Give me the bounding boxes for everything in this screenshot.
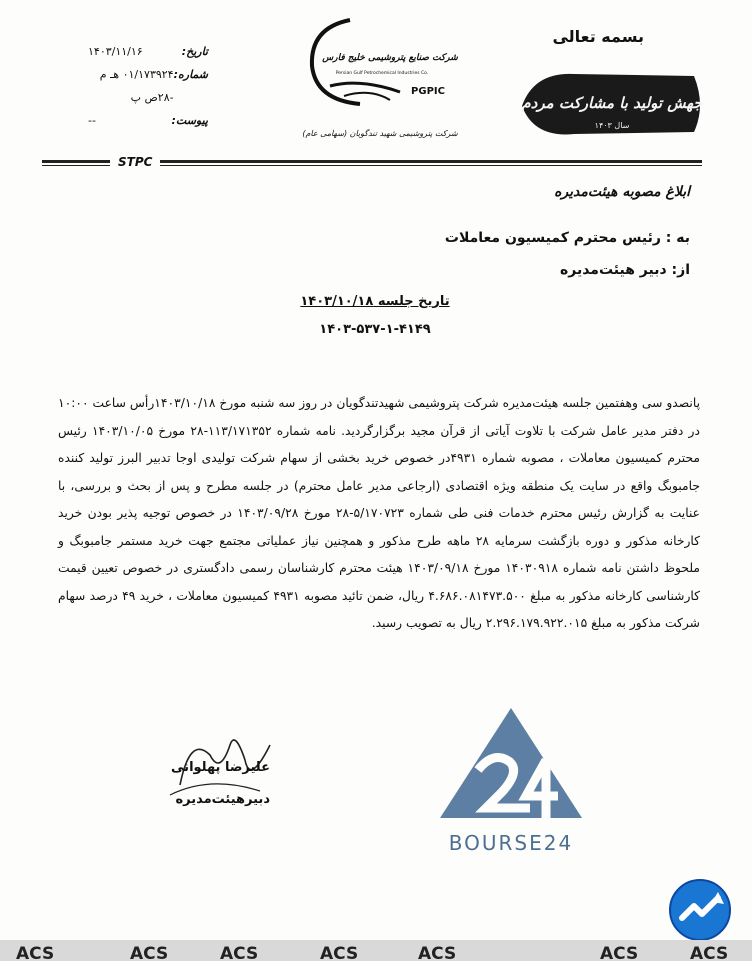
logo-name-fa: شرکت صنایع پتروشیمی خلیج فارس (322, 53, 458, 63)
logo-sub-fa: شرکت پتروشیمی شهید تندگویان (سهامی عام) (302, 129, 458, 138)
stpc-label: STPC (110, 155, 160, 169)
meta-date-label: تاریخ: (181, 45, 208, 58)
letter-subject: ابلاغ مصوبه هیئت‌مدیره (554, 184, 690, 200)
signer-title: دبیرهیئت‌مدیره (175, 792, 270, 807)
meta-date-value: ۱۴۰۳/۱۱/۱۶ (88, 45, 143, 58)
motto-year: سال ۱۴۰۳ (594, 121, 630, 130)
svg-text:ACS: ACS (600, 944, 639, 961)
company-logo (290, 8, 470, 138)
meta-attachment-row (88, 109, 208, 132)
meta-number-label: شماره: (173, 68, 208, 81)
footer-certification-strip (0, 940, 752, 961)
meta-number-row (88, 63, 208, 109)
meeting-date: تاریخ جلسه ۱۴۰۳/۱۰/۱۸ (300, 294, 450, 309)
letter-sender: از: دبیر هیئت‌مدیره (559, 262, 690, 278)
meta-date-row (88, 40, 208, 63)
motto-text: جهش تولید با مشارکت مردم (521, 94, 703, 112)
meta-attachment-value: -- (88, 114, 96, 127)
meta-attachment-label: پیوست: (171, 114, 208, 127)
meta-number-value: ۰۱/۱۷۳۹۲۴ هـ م -۲۸ص پ (99, 68, 174, 104)
watermark-text: BOURSE24 (448, 831, 574, 855)
svg-text:ACS: ACS (690, 944, 729, 961)
svg-text:ACS: ACS (320, 944, 359, 961)
signer-name: علیرضا پهلوانی (171, 760, 270, 775)
signature-scribble (150, 725, 290, 825)
letter-body: پانصدو سی وهفتمین جلسه هیئت‌مدیره شرکت پتروشیمی شهیدتندگویان در روز سه شنبه مورخ ۱۴۰۳/۱۰/۱۸رأس ساعت ۱۰:۰۰ در دفتر مدیر عامل شرکت با تلاوت آیاتی از قرآن مجید برگزارگردید. نامه شماره ۱۱۳/۱۷۱۳۵۲-۲۸ مورخ ۱۴۰۳/۱۰/۰۵ رئیس محترم کمیسیون معاملات ، مصوبه شماره ۴۹۳۱در خصوص خرید بخشی از سهام شرکت تولیدی اوجا تدبیر البرز تولید کننده جامبوبگ واقع در سایت یک منطقه ویژه اقتصادی (ارجاعی مدیر عامل محترم) در جلسه مطرح و پس از بحث و بررسی، با عنایت به گزارش رئیس محترم خدمات فنی طی شماره ۵/۱۷۰۷۲۳-۲۸ مورخ ۱۴۰۳/۰۹/۲۸ در خصوص توجیه پذیر بودن خرید کارخانه مذکور و دوره بازگشت سرمایه ۲۸ ماهه طرح مذکور و همچنین نیاز عملیاتی مجتمع جهت خرید مستمر جامبوبگ و ملحوظ داشتن نامه شماره ۱۴۰۳۰۹۱۸ مورخ ۱۴۰۳/۰۹/۱۸ هیئت محترم کارشناسان رسمی دادگستری در خصوص تعیین قیمت کارشناسی کارخانه مذکور به مبلغ ۴.۶۸۶.۰۸۱۴۷۳.۵۰۰ ریال، ضمن تائید مصوبه ۴۹۳۱ کمیسیون معاملات ، خرید ۴۹ درصد سهام شرکت مذکور به مبلغ ۲.۲۹۶.۱۷۹.۹۲۲.۰۱۵ ریال به تصویب رسید. (58, 396, 701, 630)
svg-text:ACS: ACS (220, 944, 259, 961)
meeting-reference: ۱۴۰۳-۵۳۷-۱-۴۱۴۹ (319, 322, 431, 337)
logo-acronym: PGPIC (411, 86, 445, 97)
site-badge-icon (668, 878, 732, 942)
letter-recipient: به : رئیس محترم کمیسیون معاملات (444, 230, 690, 246)
svg-text:ACS: ACS (418, 944, 457, 961)
logo-name-en: Persian Gulf Petrochemical Industries Co. (335, 71, 429, 76)
bourse24-watermark (434, 700, 588, 860)
footer-strip-text: ACS (16, 944, 55, 961)
letter-meta (88, 40, 208, 132)
motto-emblem (514, 62, 710, 146)
svg-text:ACS: ACS (130, 944, 169, 961)
bismillah-heading: بسمه تعالی (552, 27, 644, 46)
